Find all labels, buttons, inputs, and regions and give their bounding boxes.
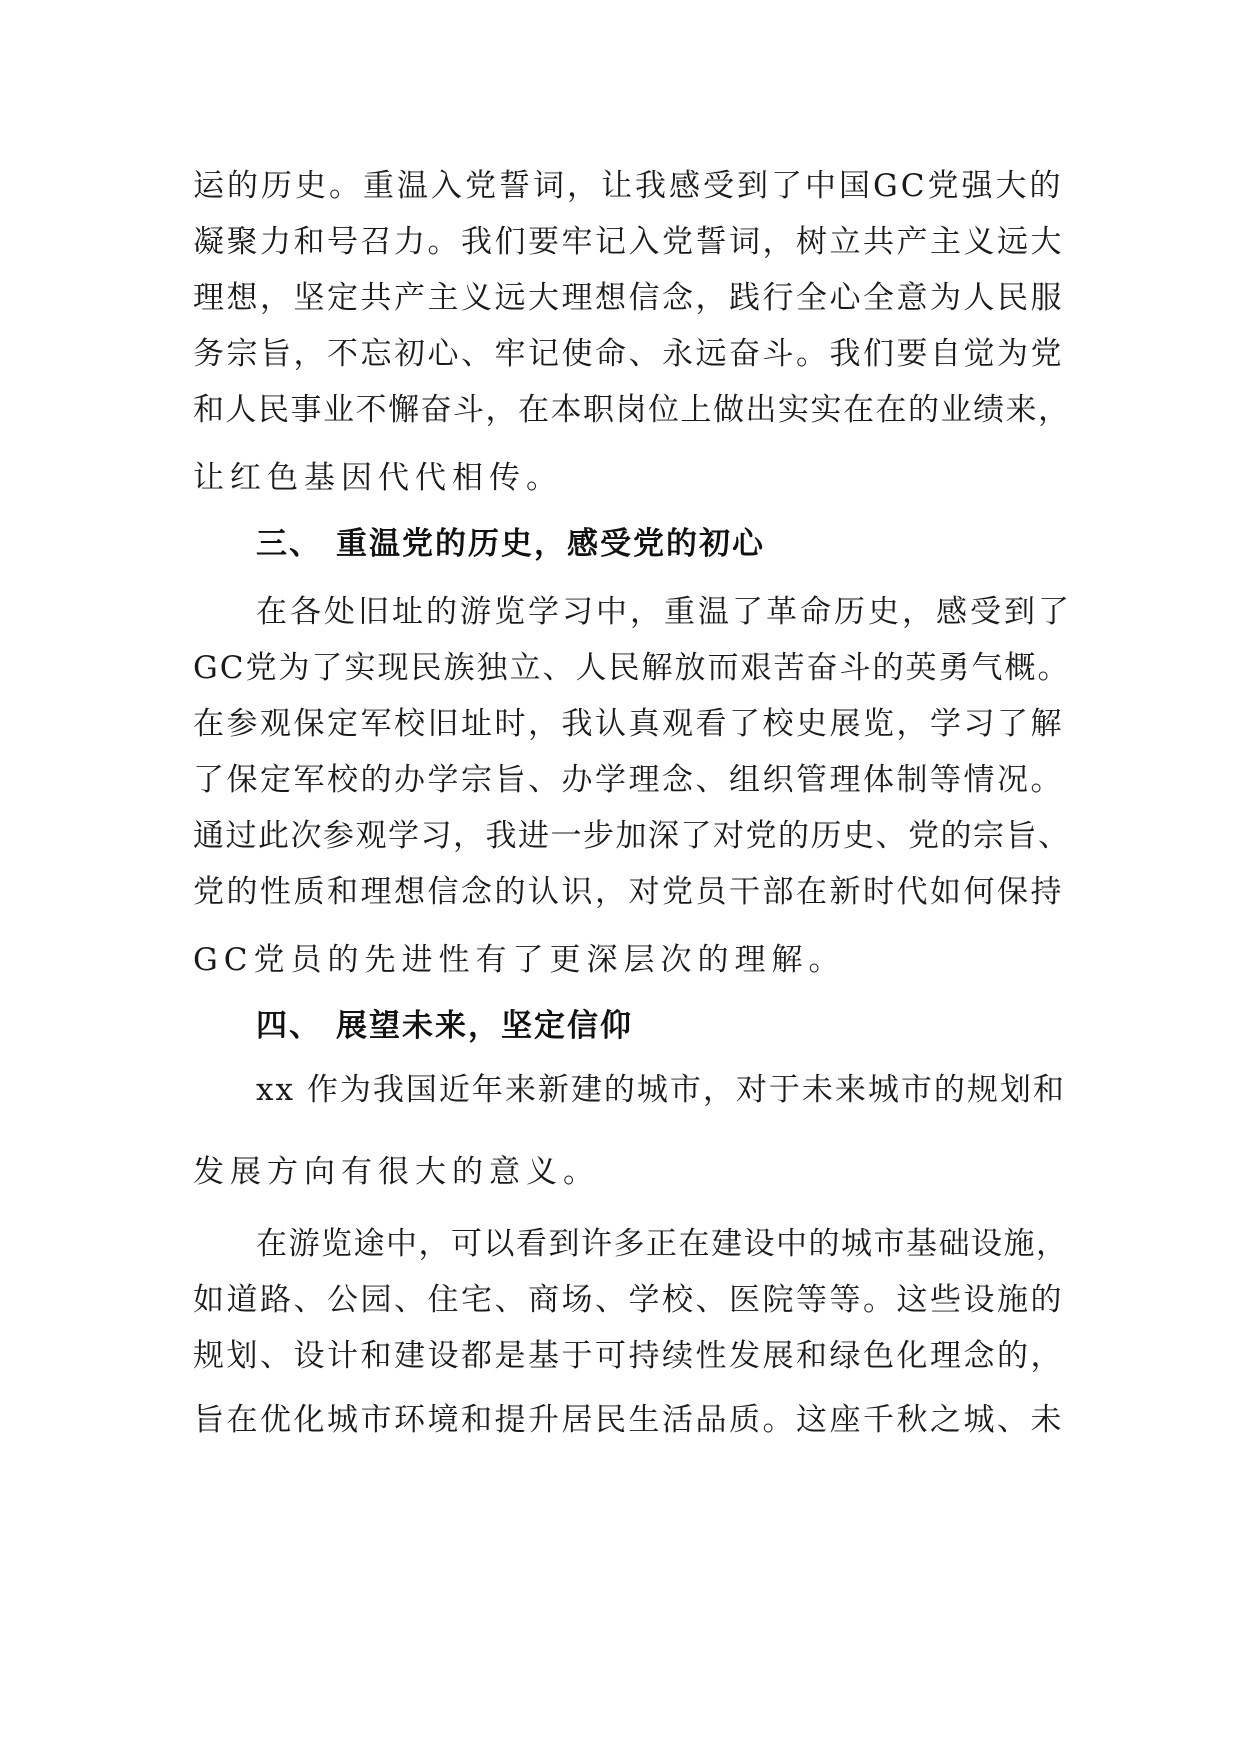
body-text-line: 党的性质和理想信念的认识，对党员干部在新时代如何保持 [193, 874, 1064, 910]
section-title: 重温党的历史，感受党的初心 [336, 526, 765, 562]
body-text-line: GC党为了实现民族独立、人民解放而艰苦奋斗的英勇气概。 [193, 650, 1071, 686]
body-text-line: 在参观保定军校旧址时，我认真观看了校史展览，学习了解 [193, 706, 1064, 742]
body-text-line: 和人民事业不懈奋斗，在本职岗位上做出实实在在的业绩来， [193, 392, 1071, 428]
section-title: 展望未来，坚定信仰 [336, 1008, 633, 1044]
section-heading-4 [256, 1004, 633, 1048]
body-text-line: 凝聚力和号召力。我们要牢记入党誓词，树立共产主义远大 [193, 224, 1064, 260]
section-number: 三、 [256, 526, 322, 562]
body-text-line: 发展方向有很大的意义。 [193, 1154, 600, 1190]
body-text-line: 规划、设计和建设都是基于可持续性发展和绿色化理念的， [193, 1338, 1064, 1374]
body-text-line: 旨在优化城市环境和提升居民生活品质。这座千秋之城、未 [193, 1402, 1064, 1438]
body-text-line: 在各处旧址的游览学习中，重温了革命历史，感受到了 [256, 594, 1072, 630]
body-text-line: 通过此次参观学习，我进一步加深了对党的历史、党的宗旨、 [193, 818, 1071, 854]
body-text-line: 如道路、公园、住宅、商场、学校、医院等等。这些设施的 [193, 1282, 1064, 1318]
body-text-line: GC党员的先进性有了更深层次的理解。 [193, 942, 846, 978]
body-text-line: 让红色基因代代相传。 [193, 460, 563, 496]
body-text-line: 在游览途中，可以看到许多正在建设中的城市基础设施， [256, 1226, 1069, 1262]
body-text-line: 务宗旨，不忘初心、牢记使命、永远奋斗。我们要自觉为党 [193, 336, 1064, 372]
section-number: 四、 [256, 1008, 322, 1044]
section-heading-3 [256, 522, 765, 566]
body-text-line: 了保定军校的办学宗旨、办学理念、组织管理体制等情况。 [193, 762, 1064, 798]
body-text-line: 运的历史。重温入党誓词，让我感受到了中国GC党强大的 [193, 168, 1064, 204]
body-text-line: xx 作为我国近年来新建的城市，对于未来城市的规划和 [256, 1072, 1066, 1108]
body-text-line: 理想，坚定共产主义远大理想信念，践行全心全意为人民服 [193, 280, 1064, 316]
